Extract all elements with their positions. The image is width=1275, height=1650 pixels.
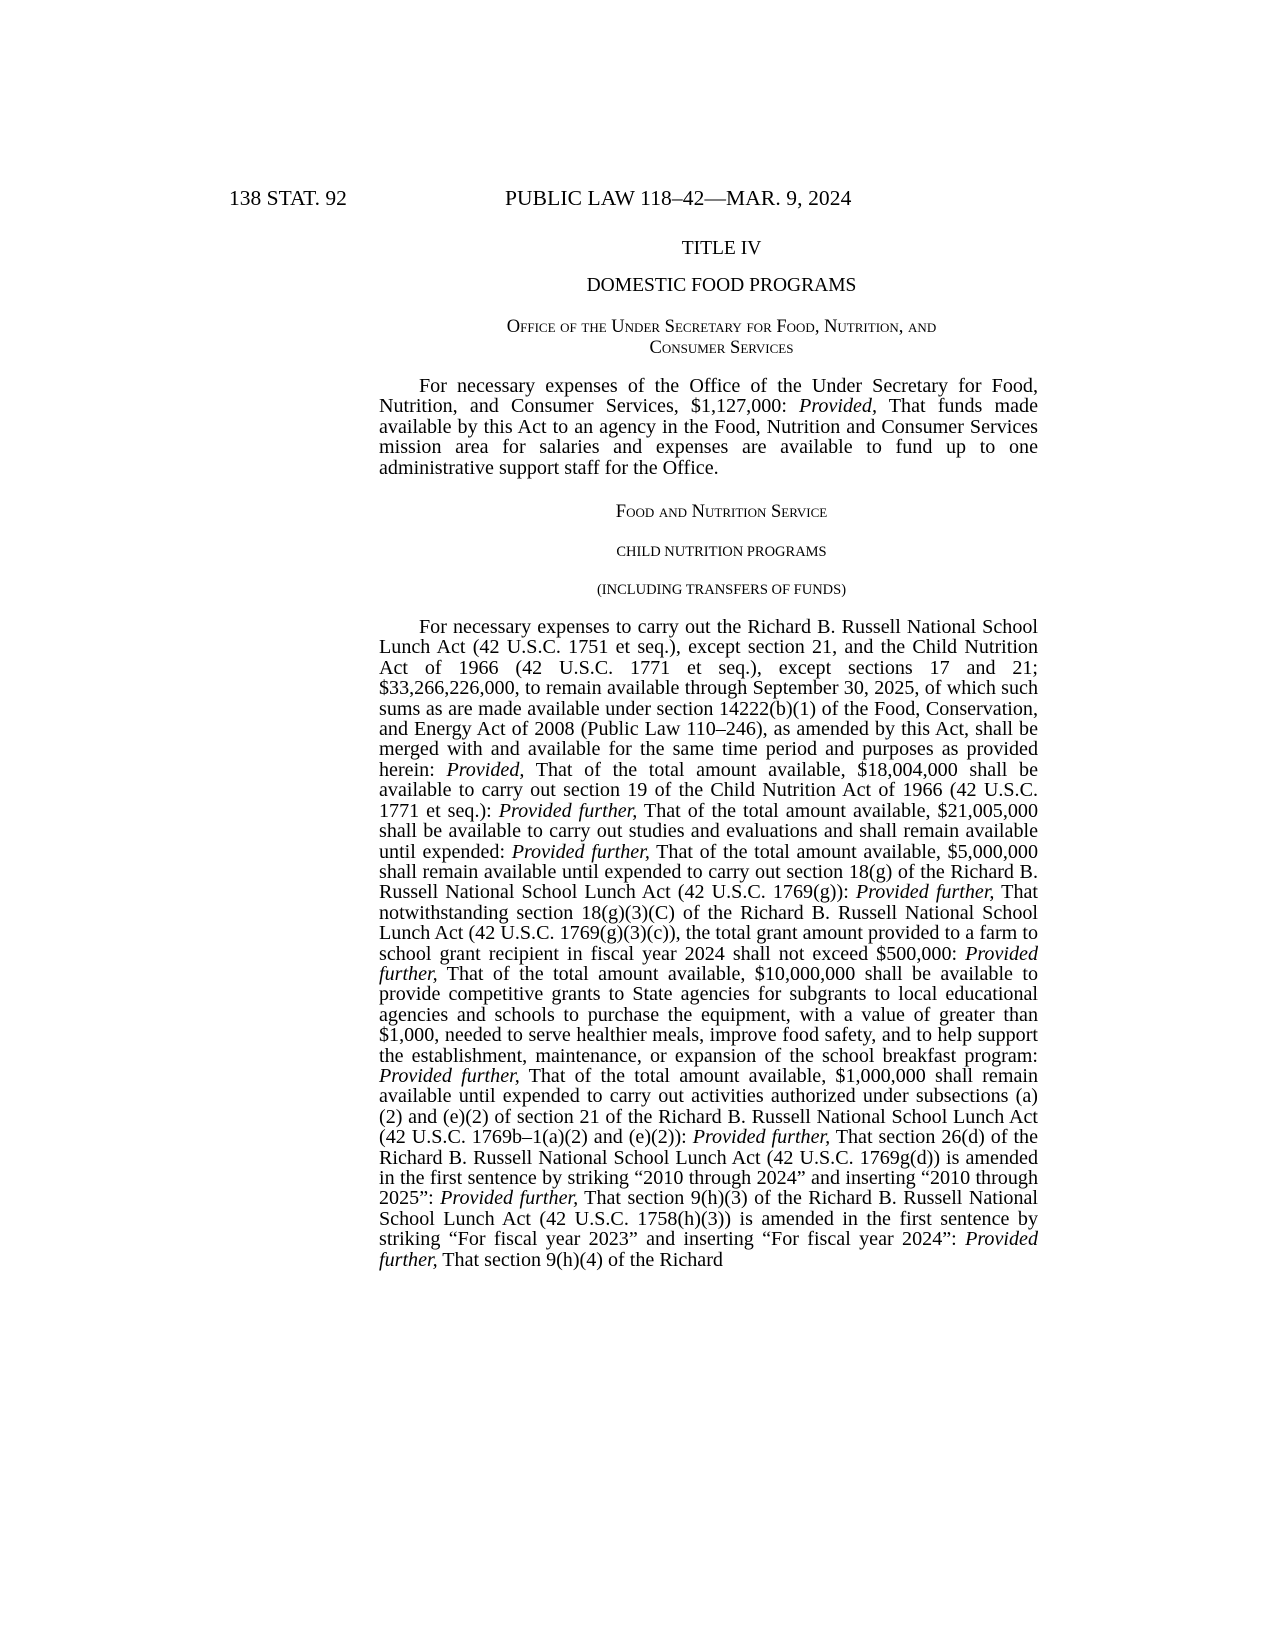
paragraph-text: That of the total amount available, $21,005,000 shall be available to carry out studies and evaluations and shall remain available until expended: [379, 799, 1039, 863]
proviso-phrase: Provided, [446, 758, 525, 781]
child-nutrition-paragraph [379, 617, 1038, 1270]
proviso-phrase: Provided further, [379, 1228, 1038, 1271]
transfers-note: (INCLUDING TRANSFERS OF FUNDS) [596, 582, 847, 599]
paragraph-text: That section 9(h)(3) of the Richard B. Russell National School Lunch Act (42 U.S.C. 1758(h)(3)) is amended in the first sentence by striking “For fiscal year 2023” and inserting “For fiscal year 2024”: [379, 1187, 1039, 1251]
paragraph-text: That notwithstanding section 18(g)(3)(C) of the Richard B. Russell National School Lunch Act (42 U.S.C. 1769(g)(3)(c)), the total grant amount provided to a farm to school grant recipient in fiscal year 2024 shall not exceed $500,000: [379, 881, 1039, 965]
paragraph-text: For necessary expenses to carry out the Richard B. Russell National School Lunch Act (42 U.S.C. 1751 et seq.), except section 21, and the Child Nutrition Act of 1966 (42 U.S.C. 1771 et seq.), except sections 17 and 21; $33,266,226,000, to remain available through September 30, 2025, of which such sums as are made available under section 14222(b)(1) of the Food, Conservation, and Energy Act of 2008 (Public Law 110–246), as amended by this Act, shall be merged with and available for the same time period and purposes as provided herein: [379, 616, 1038, 781]
proviso-phrase: Provided further, [440, 1187, 579, 1210]
proviso-phrase: Provided further, [692, 1126, 831, 1149]
proviso-phrase: Provided further, [511, 840, 650, 863]
proviso-phrase: Provided, [799, 395, 877, 418]
child-nutrition-subheading: CHILD NUTRITION PROGRAMS [616, 544, 827, 561]
paragraph-text: That funds made available by this Act to an agency in the Food, Nutrition and Consumer Services mission area for salaries and expenses are available to fund up to one administrative support staff for the Office. [379, 395, 1038, 479]
proviso-phrase: Provided further, [498, 799, 638, 822]
office-paragraph [379, 376, 1038, 478]
paragraph-text: That of the total amount available, $1,000,000 shall remain available until expended to carry out activities authorized under subsections (a)(2) and (e)(2) of section 21 of the Richard B. Russell National School Lunch Act (42 U.S.C. 1769b–1(a)(2) and (e)(2)): [379, 1064, 1038, 1149]
paragraph-text: That section 9(h)(4) of the Richard [437, 1248, 723, 1271]
paragraph-text: That of the total amount available, $18,004,000 shall be available to carry out section 19 of the Child Nutrition Act of 1966 (42 U.S.C. 1771 et seq.): [379, 758, 1038, 822]
office-heading-line-1: Office of the Under Secretary for Food, Nutrition, and [506, 317, 937, 337]
paragraph-text: That section 26(d) of the Richard B. Russell National School Lunch Act (42 U.S.C. 1769g(d)) is amended in the first sentence by striking “2010 through 2024” and inserting “2010 through 2025”: [379, 1126, 1039, 1210]
statute-page-reference: 138 STAT. 92 [229, 186, 347, 210]
page-body [379, 236, 1038, 1270]
proviso-phrase: Provided further, [379, 1064, 520, 1087]
office-heading-line-2: Consumer Services [649, 338, 794, 358]
proviso-phrase: Provided further, [855, 881, 995, 904]
title-name: DOMESTIC FOOD PROGRAMS [586, 275, 857, 296]
running-head: PUBLIC LAW 118–42—MAR. 9, 2024 [505, 186, 852, 210]
page-header [0, 183, 1275, 213]
office-heading [379, 317, 1038, 359]
paragraph-text: That of the total amount available, $10,000,000 shall be available to provide competitive grants to State agencies for subgrants to local educational agencies and schools to purchase the equipment, with a value of greater than $1,000, needed to serve healthier meals, improve food safety, and to help support the establishment, maintenance, or expansion of the school breakfast program: [379, 962, 1038, 1067]
paragraph-text: That of the total amount available, $5,000,000 shall remain available until expended to carry out section 18(g) of the Richard B. Russell National School Lunch Act (42 U.S.C. 1769(g)): [379, 840, 1039, 904]
fns-heading: Food and Nutrition Service [615, 502, 828, 523]
paragraph-text: For necessary expenses of the Office of the Under Secretary for Food, Nutrition, and Consumer Services, $1,127,000: [379, 375, 1038, 418]
proviso-phrase: Provided further, [379, 942, 1038, 985]
title-number: TITLE IV [681, 238, 762, 259]
